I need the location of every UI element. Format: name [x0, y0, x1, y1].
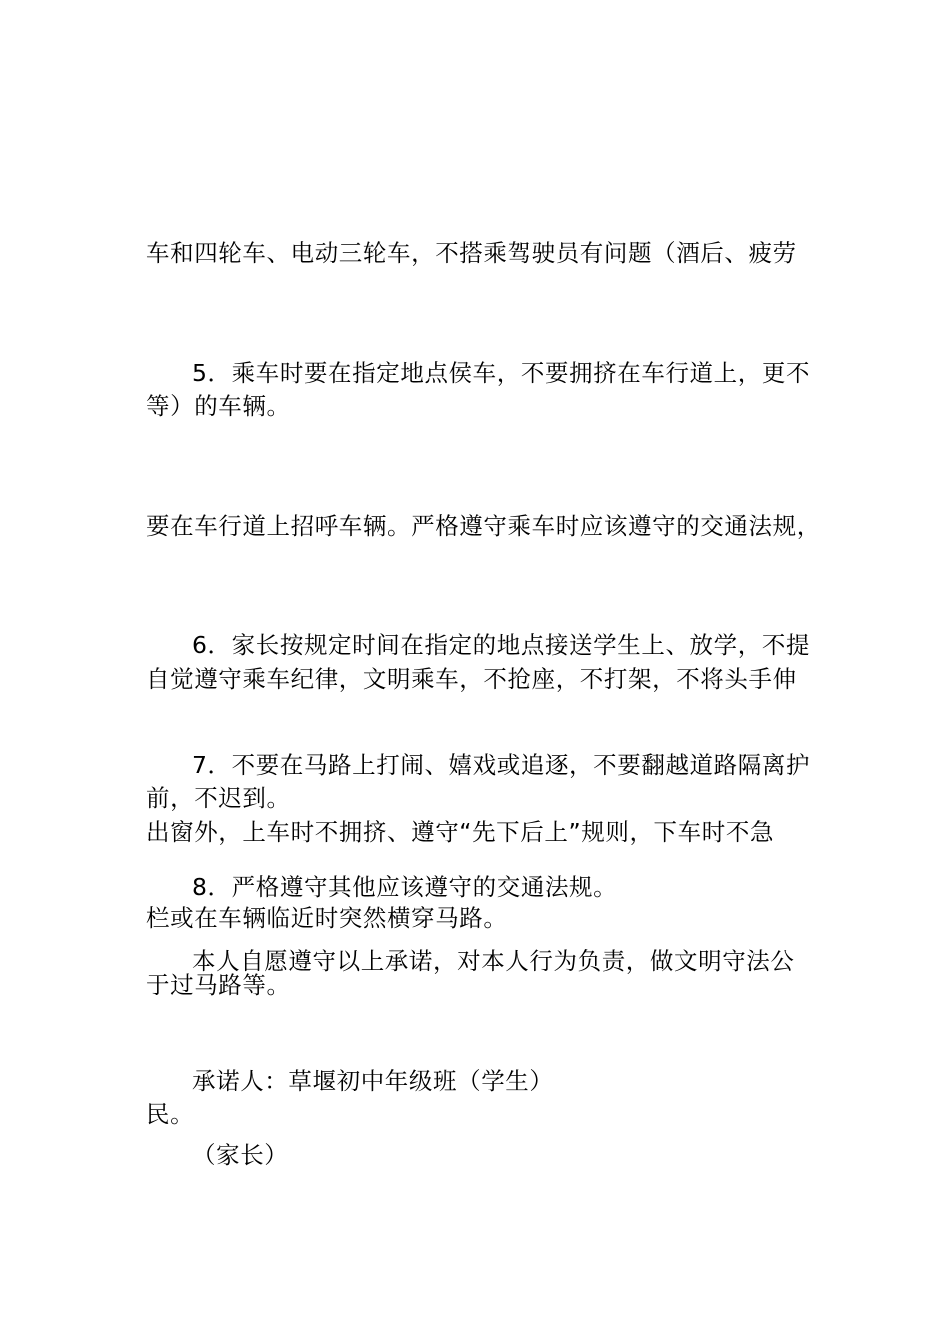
text-line: 8．严格遵守其他应该遵守的交通法规。 [192, 873, 618, 901]
text-line: 自觉遵守乘车纪律，文明乘车，不抢座，不打架，不将头手伸 [146, 665, 797, 693]
signature-parent-line [146, 1028, 806, 1283]
text-line: 等）的车辆。 [146, 392, 291, 420]
text-line: 车和四轮车、电动三轮车，不搭乘驾驶员有问题（酒后、疲劳 [146, 239, 797, 267]
text-line: （家长） [192, 1141, 289, 1169]
text-line: 栏或在车辆临近时突然横穿马路。 [146, 904, 508, 932]
text-line: 民。 [146, 1100, 195, 1128]
text-line: 5．乘车时要在指定地点侯车，不要拥挤在车行道上，更不 [192, 359, 811, 387]
text-line: 于过马路等。 [146, 971, 291, 999]
text-line: 6．家长按规定时间在指定的地点接送学生上、放学，不提 [192, 631, 811, 659]
text-line: 要在车行道上招呼车辆。严格遵守乘车时应该遵守的交通法规， [146, 512, 821, 540]
text-line: 出窗外，上车时不拥挤、遵守“先下后上”规则，下车时不急 [146, 818, 775, 846]
text-line: 承诺人：草堰初中年级班（学生） [192, 1067, 554, 1095]
text-line: 前，不迟到。 [146, 784, 291, 812]
text-line: 7．不要在马路上打闹、嬉戏或追逐，不要翻越道路隔离护 [192, 751, 811, 779]
text-line: 本人自愿遵守以上承诺，对本人行为负责，做文明守法公 [192, 947, 795, 975]
